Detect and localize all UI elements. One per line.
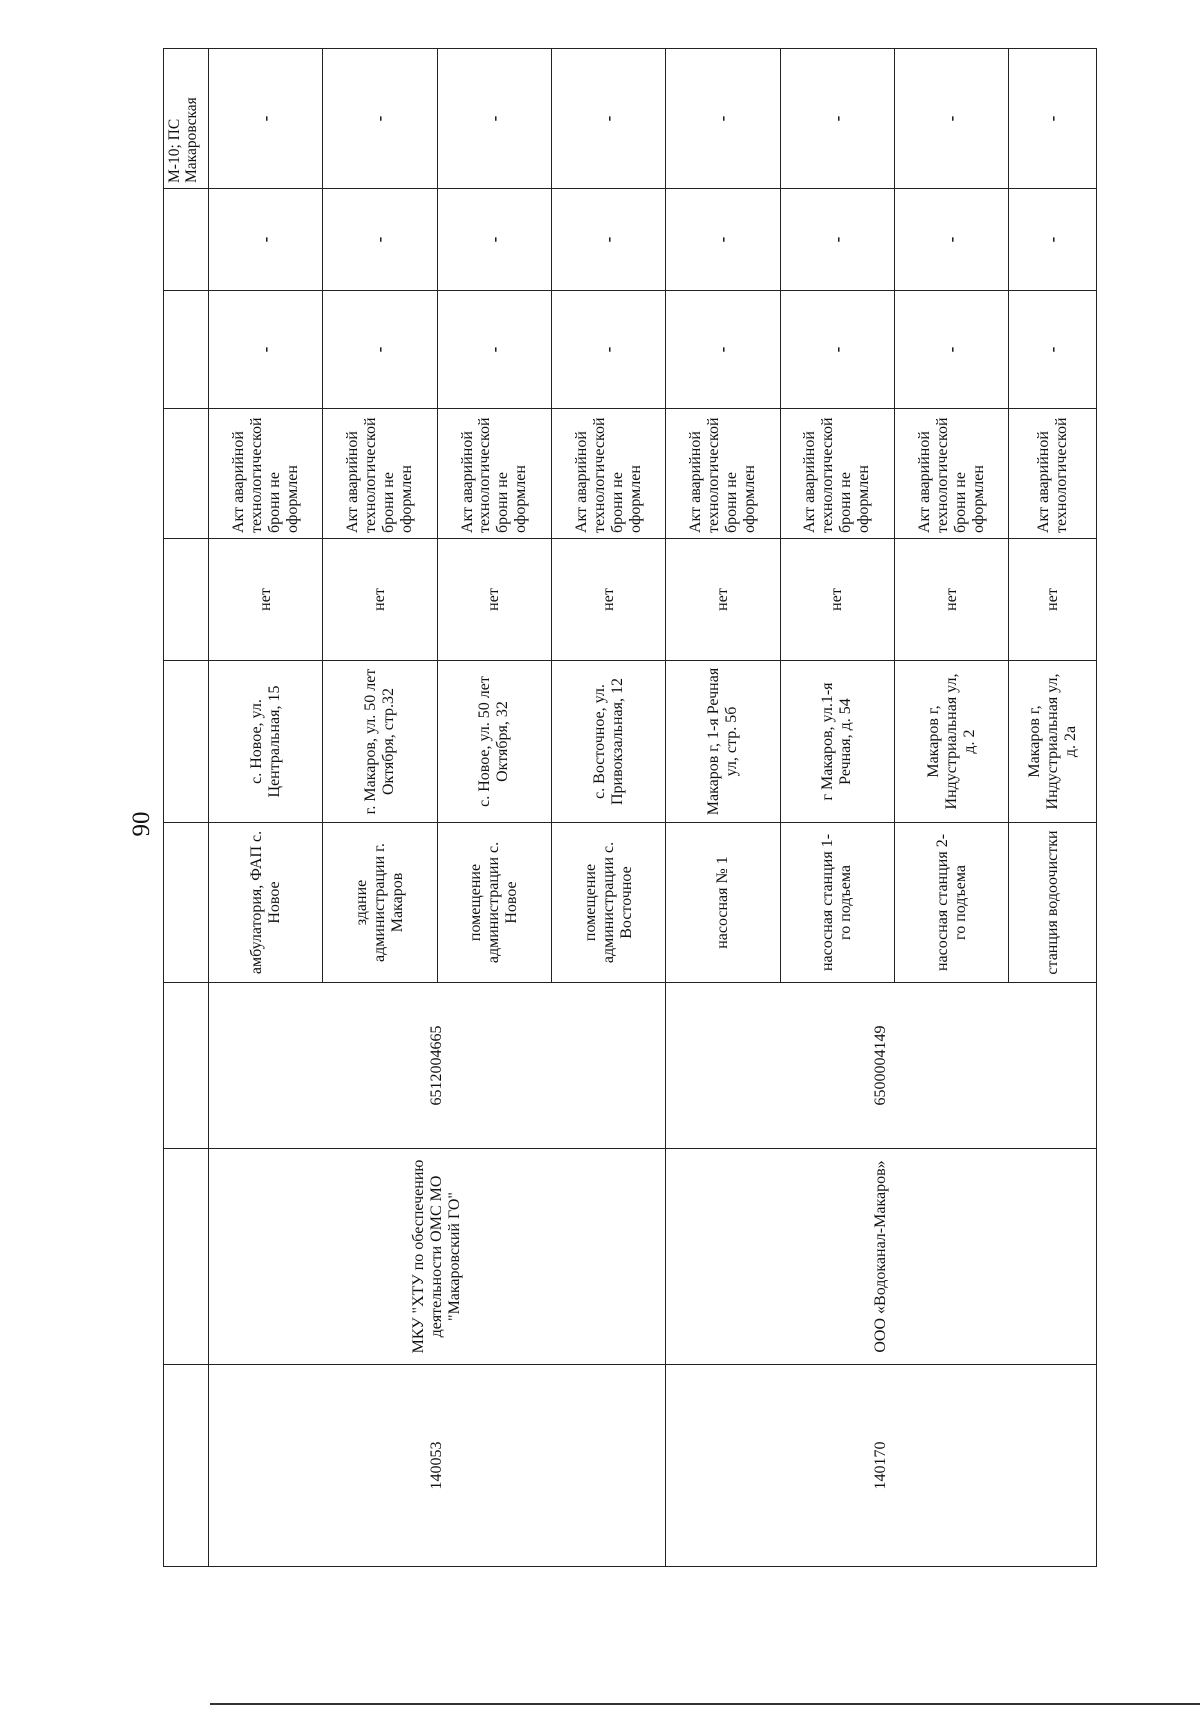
act-cell: Акт аварийной технологической брони не оформлен [209,409,323,539]
address-cell: с. Восточное, ул. Привокзальная, 12 [551,661,665,823]
dash-cell: - [551,189,665,291]
address-cell: Макаров г, 1-я Речная ул, стр. 5б [666,661,780,823]
header-cell [164,189,209,291]
dash-cell: - [894,189,1008,291]
flag-cell: нет [551,539,665,661]
flag-cell: нет [323,539,437,661]
header-cell [164,823,209,983]
dash-cell: - [894,291,1008,409]
table-header-row [164,49,209,1567]
act-cell: Акт аварийной технологической брони не оформлен [323,409,437,539]
dash-cell: - [209,189,323,291]
organization-cell: МКУ "ХТУ по обеспечению деятельности ОМС МО "Макаровский ГО" [209,1149,666,1365]
dash-cell: - [437,291,551,409]
header-cell [164,291,209,409]
page-number: 90 [128,811,155,837]
object-cell: насосная станция 2-го подъема [894,823,1008,983]
flag-cell: нет [437,539,551,661]
table-row [209,49,323,1567]
object-cell: насосная станция 1-го подъема [780,823,894,983]
address-cell: Макаров г, Индустриальная ул, д. 2а [1009,661,1097,823]
header-cell [164,539,209,661]
flag-cell: нет [1009,539,1097,661]
flag-cell: нет [780,539,894,661]
dash-cell: - [666,291,780,409]
code-cell: 140170 [666,1365,1097,1567]
header-cell [164,1149,209,1365]
inn-cell: 6512004665 [209,983,666,1149]
header-cell [164,409,209,539]
act-cell: Акт аварийной технологической брони не оформлен [894,409,1008,539]
scan-edge-line [210,1703,1200,1705]
header-note-cell: М-10; ПС Макаровская [164,49,209,189]
act-cell: Акт аварийной технологической [1009,409,1097,539]
dash-cell: - [437,189,551,291]
object-cell: насосная № 1 [666,823,780,983]
dash-cell: - [894,49,1008,189]
dash-cell: - [780,49,894,189]
object-cell: здание администрации г. Макаров [323,823,437,983]
code-cell: 140053 [209,1365,666,1567]
dash-cell: - [1009,291,1097,409]
object-cell: помещение администрации с. Восточное [551,823,665,983]
address-cell: г. Макаров, ул. 50 лет Октября, стр.32 [323,661,437,823]
header-cell [164,661,209,823]
act-cell: Акт аварийной технологической брони не оформлен [780,409,894,539]
dash-cell: - [666,189,780,291]
inn-cell: 6500004149 [666,983,1097,1149]
flag-cell: нет [666,539,780,661]
address-cell: с. Новое, ул. 50 лет Октября, 32 [437,661,551,823]
dash-cell: - [1009,49,1097,189]
organization-cell: ООО «Водоканал-Макаров» [666,1149,1097,1365]
dash-cell: - [323,291,437,409]
dash-cell: - [209,291,323,409]
header-cell [164,983,209,1149]
rotated-table-container [163,82,1097,1567]
data-table [163,48,1097,1567]
dash-cell: - [551,49,665,189]
act-cell: Акт аварийной технологической брони не оформлен [437,409,551,539]
dash-cell: - [666,49,780,189]
dash-cell: - [1009,189,1097,291]
flag-cell: нет [894,539,1008,661]
object-cell: помещение администрации с. Новое [437,823,551,983]
dash-cell: - [437,49,551,189]
dash-cell: - [780,189,894,291]
dash-cell: - [551,291,665,409]
header-cell [164,1365,209,1567]
dash-cell: - [323,189,437,291]
dash-cell: - [323,49,437,189]
flag-cell: нет [209,539,323,661]
address-cell: с. Новое, ул. Центральная, 15 [209,661,323,823]
act-cell: Акт аварийной технологической брони не оформлен [666,409,780,539]
address-cell: Макаров г, Индустриальная ул, д. 2 [894,661,1008,823]
dash-cell: - [209,49,323,189]
table-row [666,49,780,1567]
object-cell: станция водоочистки [1009,823,1097,983]
address-cell: г Макаров, ул.1-я Речная, д. 54 [780,661,894,823]
object-cell: амбулатория, ФАП с. Новое [209,823,323,983]
act-cell: Акт аварийной технологической брони не оформлен [551,409,665,539]
dash-cell: - [780,291,894,409]
